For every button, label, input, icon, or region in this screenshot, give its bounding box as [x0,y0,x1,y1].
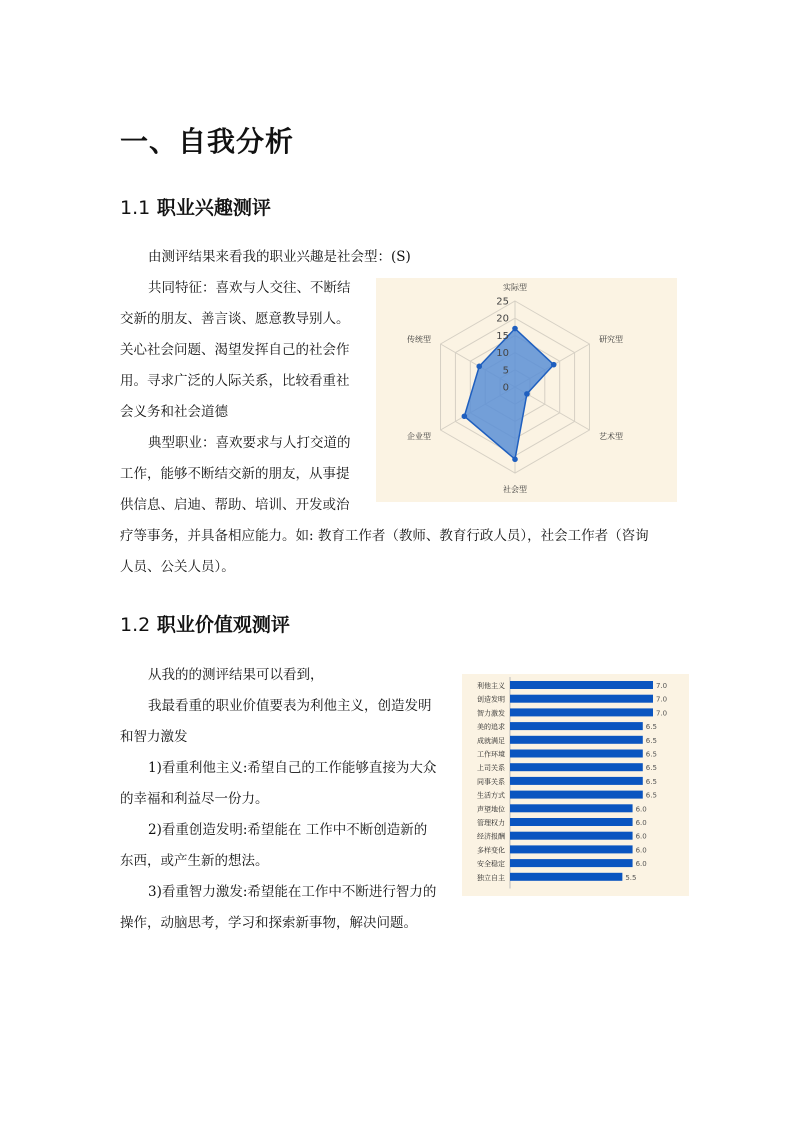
values-line-1: 从我的的测评结果可以看到， [148,667,324,683]
values-line-6: 2)看重创造发明:希望能在 工作中不断创造新的 [148,822,428,838]
section-2-title-text: 职业价值观测评 [156,614,290,636]
bar [510,722,643,730]
radar-axis-label: 传统型 [406,335,431,344]
bar-value-label: 6.0 [635,860,647,869]
bar-value-label: 5.5 [625,873,637,882]
radar-data-area [464,329,553,460]
bar-value-label: 6.5 [645,791,657,800]
bar-value-label: 6.0 [635,832,647,841]
jobs-line-3: 供信息、启迪、帮助、培训、开发或治 [120,497,350,513]
bar-category-label: 同事关系 [477,777,505,786]
bar-svg [462,674,689,896]
bar [510,681,653,689]
jobs-line-5: 人员、公关人员）。 [120,559,235,575]
page-heading: 一、自我分析 [120,125,295,158]
bar-value-label: 6.5 [645,764,657,773]
radar-tick-label: 0 [502,382,509,394]
radar-axis-label: 社会型 [503,485,527,494]
radar-data-point [512,456,518,462]
bar [510,832,633,840]
bar-value-label: 6.5 [645,750,657,759]
interest-intro: 由测评结果来看我的职业兴趣是社会型：(S) [148,249,411,265]
bar [510,777,643,785]
radar-axis-label: 实际型 [503,283,527,292]
bar-value-label: 7.0 [656,682,668,690]
bar-category-label: 独立自主 [477,873,505,882]
section-1-number: 1.1 [120,197,151,219]
values-line-3: 和智力激发 [120,729,188,745]
values-line-4: 1)看重利他主义:希望自己的工作能够直接为大众 [148,760,437,776]
traits-line-5: 会义务和社会道德 [120,404,228,420]
interest-radar-chart [376,278,677,502]
radar-tick-label: 20 [496,313,509,325]
bar-category-label: 安全稳定 [477,860,505,869]
radar-data-point [551,362,557,368]
radar-axis-label: 企业型 [406,432,431,441]
bar-category-label: 成就满足 [477,736,505,745]
bar [510,873,622,881]
traits-line-3: 关心社会问题、渴望发挥自己的社会作 [120,342,350,358]
radar-tick-label: 15 [496,330,509,342]
bar-value-label: 6.0 [635,805,647,814]
values-line-5: 的幸福和利益尽一份力。 [120,791,269,807]
jobs-line-4: 疗等事务，并具备相应能力。如: 教育工作者（教师、教育行政人员），社会工作者（咨询 [120,528,649,544]
radar-data-point [476,364,482,370]
bar-value-label: 7.0 [656,695,668,704]
bar-category-label: 多样变化 [477,846,505,855]
bar-category-label: 创造发明 [477,695,505,704]
radar-data-point [462,413,468,419]
radar-tick-label: 10 [496,348,509,360]
radar-axis-label: 研究型 [599,335,624,344]
bar [510,750,643,758]
section-2-number: 1.2 [120,614,151,636]
bar [510,804,633,812]
radar-data-point [524,391,530,397]
section-1-title-text: 职业兴趣测评 [156,197,271,219]
radar-tick-label: 25 [496,296,509,308]
jobs-line-2: 工作，能够不断结交新的朋友，从事提 [120,466,350,482]
bar [510,845,633,853]
traits-line-2: 交新的朋友、善言谈、愿意教导别人。 [120,311,350,327]
bar [510,791,643,799]
bar [510,695,653,703]
jobs-line-1: 典型职业：喜欢要求与人打交道的 [148,435,351,451]
traits-line-1: 共同特征：喜欢与人交往、不断结 [148,280,351,296]
values-line-8: 3)看重智力激发:希望能在工作中不断进行智力的 [148,884,437,900]
bar-value-label: 7.0 [656,709,668,718]
bar-value-label: 6.5 [645,723,657,732]
values-bar-chart [462,674,689,896]
bar-category-label: 经济报酬 [477,832,505,841]
radar-tick-label: 5 [502,365,509,377]
values-line-9: 操作，动脑思考，学习和探索新事物，解决问题。 [120,915,417,931]
bar-category-label: 声望地位 [477,805,505,814]
bar-category-label: 上司关系 [477,764,505,773]
bar-value-label: 6.5 [645,736,657,745]
bar-value-label: 6.0 [635,819,647,827]
traits-line-4: 用。寻求广泛的人际关系，比较看重社 [120,373,350,389]
bar-value-label: 6.5 [645,777,657,786]
bar-value-label: 6.0 [635,846,647,855]
section-2-title [120,610,290,637]
bar-category-label: 智力激发 [477,709,505,718]
radar-axis-label: 艺术型 [599,432,624,441]
bar-category-label: 管理权力 [477,819,505,827]
values-line-2: 我最看重的职业价值要表为利他主义，创造发明 [148,698,432,714]
bar-category-label: 利他主义 [477,682,505,690]
radar-svg [376,278,677,502]
bar-category-label: 工作环境 [477,750,505,759]
bar [510,763,643,771]
bar [510,859,633,867]
section-1-title [120,193,271,220]
bar-category-label: 美的追求 [477,723,505,732]
bar [510,708,653,716]
radar-data-point [512,326,518,332]
bar [510,736,643,744]
values-line-7: 东西，或产生新的想法。 [120,853,269,869]
bar [510,818,633,826]
bar-category-label: 生活方式 [477,791,505,800]
